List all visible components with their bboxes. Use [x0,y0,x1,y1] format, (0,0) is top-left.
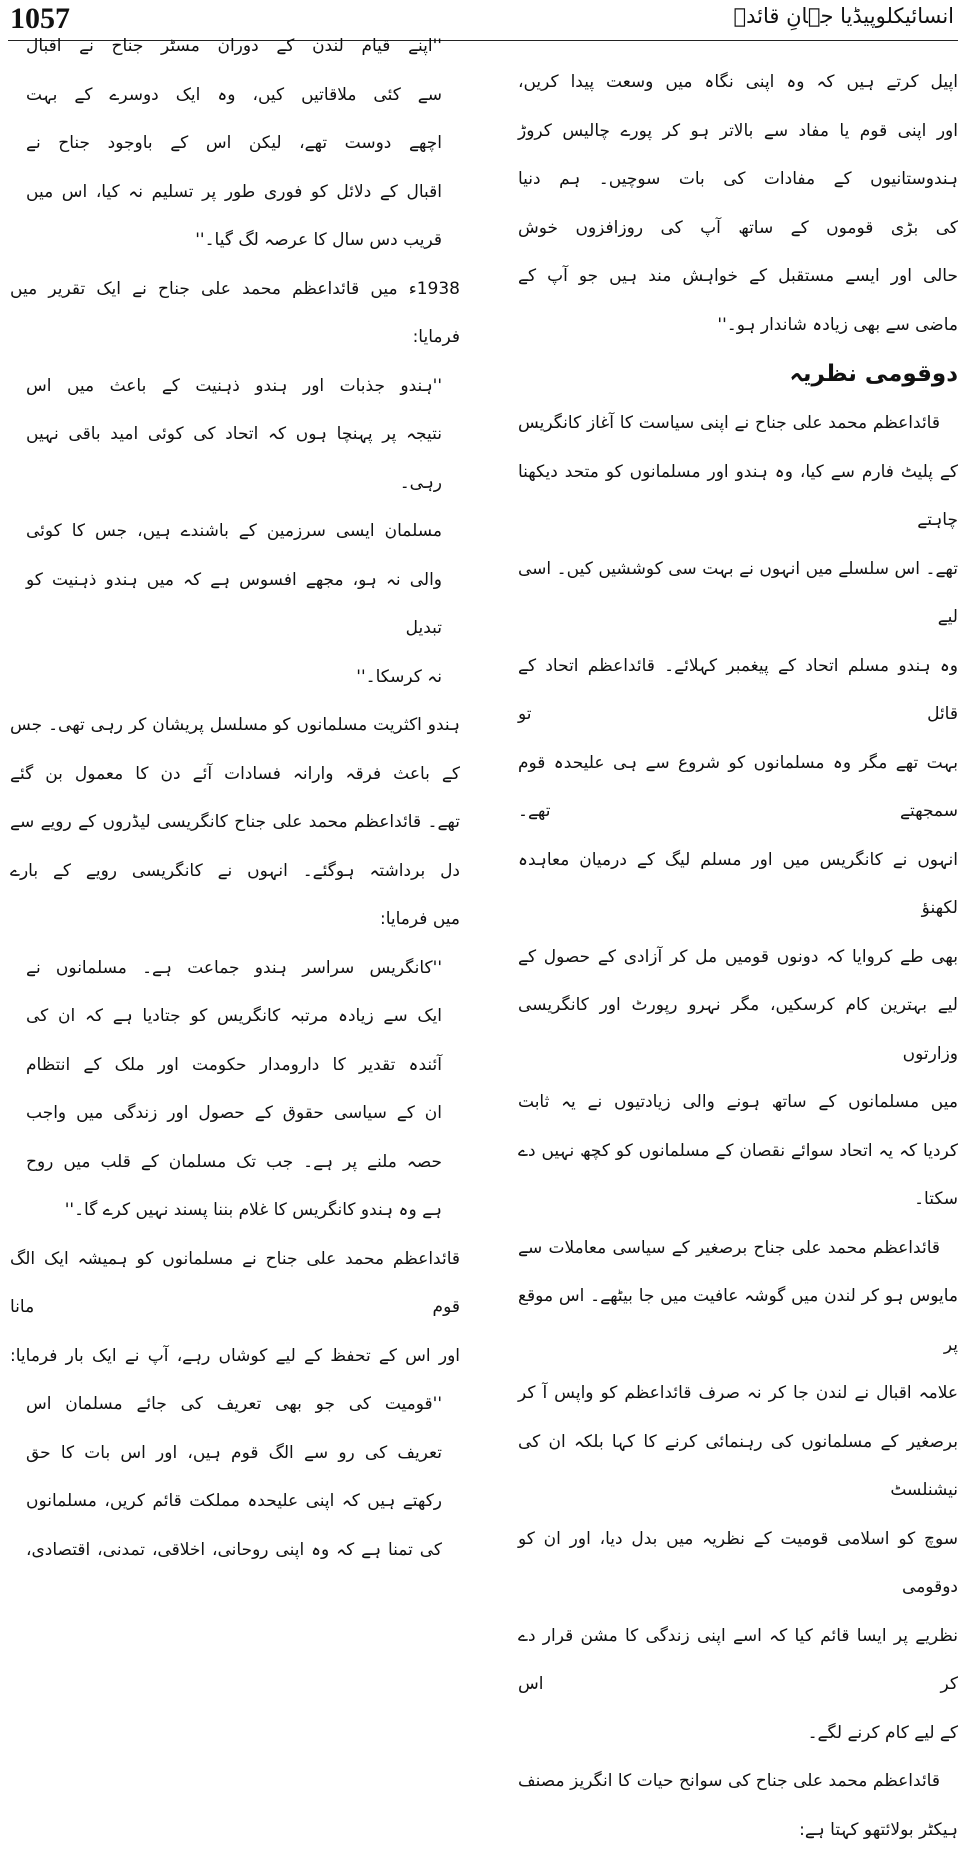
text-line: تھے۔ اس سلسلے میں انہوں نے بہت سی کوششیں کیں۔ اسی لیے [518,545,958,642]
text-line: سوچ کو اسلامی قومیت کے نظریہ میں بدل دیا، اور ان کو دوقومی [518,1515,958,1612]
text-line: رکھتے ہیں کہ اپنی علیحدہ مملکت قائم کریں، مسلمانوں [10,1477,460,1526]
text-line: ہیکٹر بولائتھو کہتا ہے: [518,1806,958,1854]
text-line: قائداعظم محمد علی جناح نے مسلمانوں کو ہمیشہ ایک الگ قوم مانا [10,1235,460,1332]
section-heading: دوقومی نظریہ [518,349,958,399]
text-line: مایوس ہو کر لندن میں گوشہ عافیت میں جا بیٹھے۔ اس موقع پر [518,1272,958,1369]
text-line: قریب دس سال کا عرصہ لگ گیا۔'' [10,216,460,265]
text-line: آئندہ تقدیر کا دارومدار حکومت اور ملک کے انتظام [10,1041,460,1090]
text-line: کردیا کہ یہ اتحاد سوائے نقصان کے مسلمانوں کو کچھ نہیں دے [518,1127,958,1176]
text-line: کے پلیٹ فارم سے کیا، وہ ہندو اور مسلمانوں کو متحد دیکھنا چاہتے [518,448,958,545]
text-line: ہندوستانیوں کے مفادات کی بات سوچیں۔ ہم دنیا [518,155,958,204]
text-line: حصہ ملنے پر ہے۔ جب تک مسلمان کے قلب میں روح [10,1138,460,1187]
text-line: مسلمان ایسی سرزمین کے باشندے ہیں، جس کا کوئی [10,507,460,556]
text-line: بھی طے کروایا کہ دونوں قومیں مل کر آزادی کے حصول کے [518,933,958,982]
text-line: علامہ اقبال نے لندن جا کر نہ صرف قائداعظم کو واپس آ کر [518,1369,958,1418]
text-line: برصغیر کے مسلمانوں کی رہنمائی کرنے کا کہا بلکہ ان کی نیشنلسٹ [518,1418,958,1515]
text-line: نہ کرسکا۔'' [10,653,460,702]
text-line: میں فرمایا: [10,895,460,944]
text-line: کی بڑی قوموں کے ساتھ آپ کی روزافزوں خوش [518,204,958,253]
text-line: ایک سے زیادہ مرتبہ کانگریس کو جتادیا ہے کہ ان کی [10,992,460,1041]
text-line: لیے بہترین کام کرسکیں، مگر نہرو رپورٹ اور کانگریسی وزارتوں [518,981,958,1078]
running-title: انسائیکلوپیڈیا جہانِ قائدؒ [734,4,955,28]
text-line: ''کانگریس سراسر ہندو جماعت ہے۔ مسلمانوں نے [10,944,460,993]
text-line: اور اپنی قوم یا مفاد سے بالاتر ہو کر پورے چالیس کروڑ [518,107,958,156]
text-line: کے لیے کام کرنے لگے۔ [518,1709,958,1758]
text-line: ''ہندو جذبات اور ہندو ذہنیت کے باعث میں اس [10,362,460,411]
text-line: اچھے دوست تھے، لیکن اس کے باوجود جناح نے [10,119,460,168]
left-column [10,22,460,1574]
text-line: ماضی سے بھی زیادہ شاندار ہو۔'' [518,301,958,350]
text-line: قائداعظم محمد علی جناح نے اپنی سیاست کا آغاز کانگریس [518,399,958,448]
text-line: ''اپنے قیام لندن کے دوران مسٹر جناح نے اقبال [10,22,460,71]
text-line: قائداعظم محمد علی جناح برصغیر کے سیاسی معاملات سے [518,1224,958,1273]
text-line: دل برداشتہ ہوگئے۔ انہوں نے کانگریسی رویے کے بارے [10,847,460,896]
text-line: قائداعظم محمد علی جناح کی سوانح حیات کا انگریز مصنف [518,1757,958,1806]
text-line: کی تمنا ہے کہ وہ اپنی روحانی، اخلاقی، تمدنی، اقتصادی، [10,1526,460,1575]
text-line: والی نہ ہو، مجھے افسوس ہے کہ میں ہندو ذہنیت کو تبدیل [10,556,460,653]
text-line: ہندو اکثریت مسلمانوں کو مسلسل پریشان کر رہی تھی۔ جس [10,701,460,750]
text-line: اپیل کرتے ہیں کہ وہ اپنی نگاہ میں وسعت پیدا کریں، [518,58,958,107]
text-line: میں مسلمانوں کے ساتھ ہونے والی زیادتیوں نے یہ ثابت [518,1078,958,1127]
text-line: کے باعث فرقہ وارانہ فسادات آئے دن کا معمول بن گئے [10,750,460,799]
text-line: سکتا۔ [518,1175,958,1224]
text-line: انہوں نے کانگریس میں اور مسلم لیگ کے درمیان معاہدہ لکھنؤ [518,836,958,933]
text-line: ان کے سیاسی حقوق کے حصول اور زندگی میں واجب [10,1089,460,1138]
text-line: وہ ہندو مسلم اتحاد کے پیغمبر کہلائے۔ قائداعظم اتحاد کے قائل تو [518,642,958,739]
text-line: نظریے پر ایسا قائم کیا کہ اسے اپنی زندگی کا مشن قرار دے کر اس [518,1612,958,1709]
text-line: اور اس کے تحفظ کے لیے کوشاں رہے، آپ نے ایک بار فرمایا: [10,1332,460,1381]
right-column [518,58,958,1854]
text-line: اقبال کے دلائل کو فوری طور پر تسلیم نہ کیا، اس میں [10,168,460,217]
page-number: 1057 [10,2,70,36]
text-line: نتیجہ پر پہنچا ہوں کہ اتحاد کی کوئی امید باقی نہیں رہی۔ [10,410,460,507]
text-line: بہت تھے مگر وہ مسلمانوں کو شروع سے ہی علیحدہ قوم سمجھتے تھے۔ [518,739,958,836]
text-line: ''قومیت کی جو بھی تعریف کی جائے مسلمان اس [10,1380,460,1429]
text-line: تھے۔ قائداعظم محمد علی جناح کانگریسی لیڈروں کے رویے سے [10,798,460,847]
text-line: ہے وہ ہندو کانگریس کا غلام بننا پسند نہیں کرے گا۔'' [10,1186,460,1235]
text-line: سے کئی ملاقاتیں کیں، وہ ایک دوسرے کے بہت [10,71,460,120]
text-line: حالی اور ایسے مستقبل کے خواہش مند ہیں جو آپ کے [518,252,958,301]
text-line: 1938ء میں قائداعظم محمد علی جناح نے ایک تقریر میں فرمایا: [10,265,460,362]
text-line: تعریف کی رو سے الگ قوم ہیں، اور اس بات کا حق [10,1429,460,1478]
